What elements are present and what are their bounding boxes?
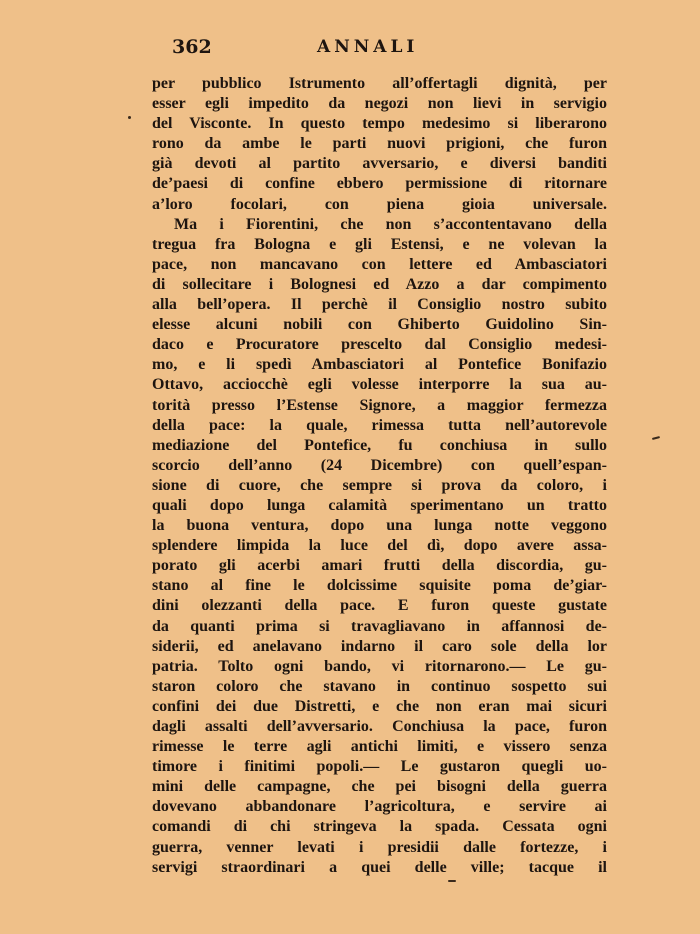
text-line: servigi straordinari a quei delle ville; tacque il <box>152 858 607 876</box>
text-line: dagli assalti dell’avversario. Conchiusa la pace, furon <box>152 718 607 735</box>
text-line: per pubblico Istrumento all’offertagli dignità, per <box>152 75 607 92</box>
text-line: elesse alcuni nobili con Ghiberto Guidolino Sin- <box>152 316 607 334</box>
text-line: da quanti prima si travagliavano in affannosi de- <box>152 617 607 635</box>
text-line: della pace: la quale, rimessa tutta nell’autorevole <box>152 416 607 434</box>
text-line: già devoti al partito avversario, e diversi banditi <box>152 155 607 173</box>
text-line: timore i finitimi popoli.— Le gustaron quegli uo- <box>152 758 607 776</box>
text-line: mediazione del Pontefice, fu conchiusa in sullo <box>152 436 607 454</box>
text-line: stano al fine le dolcissime squisite poma de’giar- <box>152 577 607 595</box>
text-line: rimesse le terre agli antichi limiti, e vissero senza <box>152 738 607 756</box>
running-title: ANNALI <box>317 37 419 57</box>
text-line: sione di cuore, che sempre si prova da coloro, i <box>152 476 607 494</box>
text-line: dini olezzanti della pace. E furon queste gustate <box>152 597 607 615</box>
text-line: esser egli impedito da negozi non lievi in servigio <box>152 95 607 113</box>
text-line: patria. Tolto ogni bando, vi ritornarono.— Le gu- <box>152 657 607 675</box>
text-line: comandi di chi stringeva la spada. Cessata ogni <box>152 818 607 836</box>
page-number: 362 <box>172 36 212 58</box>
text-line: tregua fra Bologna e gli Estensi, e ne volevan la <box>152 235 607 253</box>
text-line: splendere limpida la luce del dì, dopo avere assa- <box>152 537 607 555</box>
page-header <box>172 36 612 66</box>
text-line: de’paesi di confine ebbero permissione di ritornare <box>152 175 607 193</box>
text-line: rono da ambe le parti nuovi prigioni, che furon <box>152 135 607 153</box>
text-line: Ma i Fiorentini, che non s’accontentavano della <box>174 215 607 233</box>
text-line: dovevano abbandonare l’agricoltura, e servire ai <box>152 798 607 816</box>
text-line: alla bell’opera. Il perchè il Consiglio nostro subito <box>152 296 607 314</box>
text-line: mo, e li spedì Ambasciatori al Pontefice Bonifazio <box>152 356 607 374</box>
text-line: pace, non mancavano con lettere ed Ambasciatori <box>152 255 607 273</box>
text-line: di sollecitare i Bolognesi ed Azzo a dar compimento <box>152 275 607 293</box>
ink-speck <box>128 116 131 119</box>
text-line: guerra, venner levati i presidii dalle fortezze, i <box>152 838 607 856</box>
text-line: siderii, ed anelavano indarno il caro sole della lor <box>152 637 607 655</box>
text-line: la buona ventura, dopo una lunga notte veggono <box>152 517 607 535</box>
text-line: staron coloro che stavano in continuo sospetto sui <box>152 677 607 695</box>
text-line: a’loro focolari, con piena gioia universale. <box>152 195 607 213</box>
text-line: porato gli acerbi amari frutti della discordia, gu- <box>152 557 607 575</box>
text-line: torità presso l’Estense Signore, a maggior fermezza <box>152 396 607 414</box>
text-line: quali dopo lunga calamità sperimentano un tratto <box>152 496 607 514</box>
text-line: Ottavo, acciocchè egli volesse interporre la sua au- <box>152 376 607 394</box>
body-text <box>152 74 607 878</box>
text-line: daco e Procuratore prescelto dal Consiglio medesi- <box>152 336 607 354</box>
text-line: del Visconte. In questo tempo medesimo si liberarono <box>152 115 607 133</box>
ink-speck <box>652 436 660 440</box>
text-line: confini dei due Distretti, e che non eran mai sicuri <box>152 697 607 715</box>
text-line: scorcio dell’anno (24 Dicembre) con quell’espan- <box>152 456 607 474</box>
ink-speck <box>448 880 456 882</box>
text-line: mini delle campagne, che pei bisogni della guerra <box>152 778 607 796</box>
